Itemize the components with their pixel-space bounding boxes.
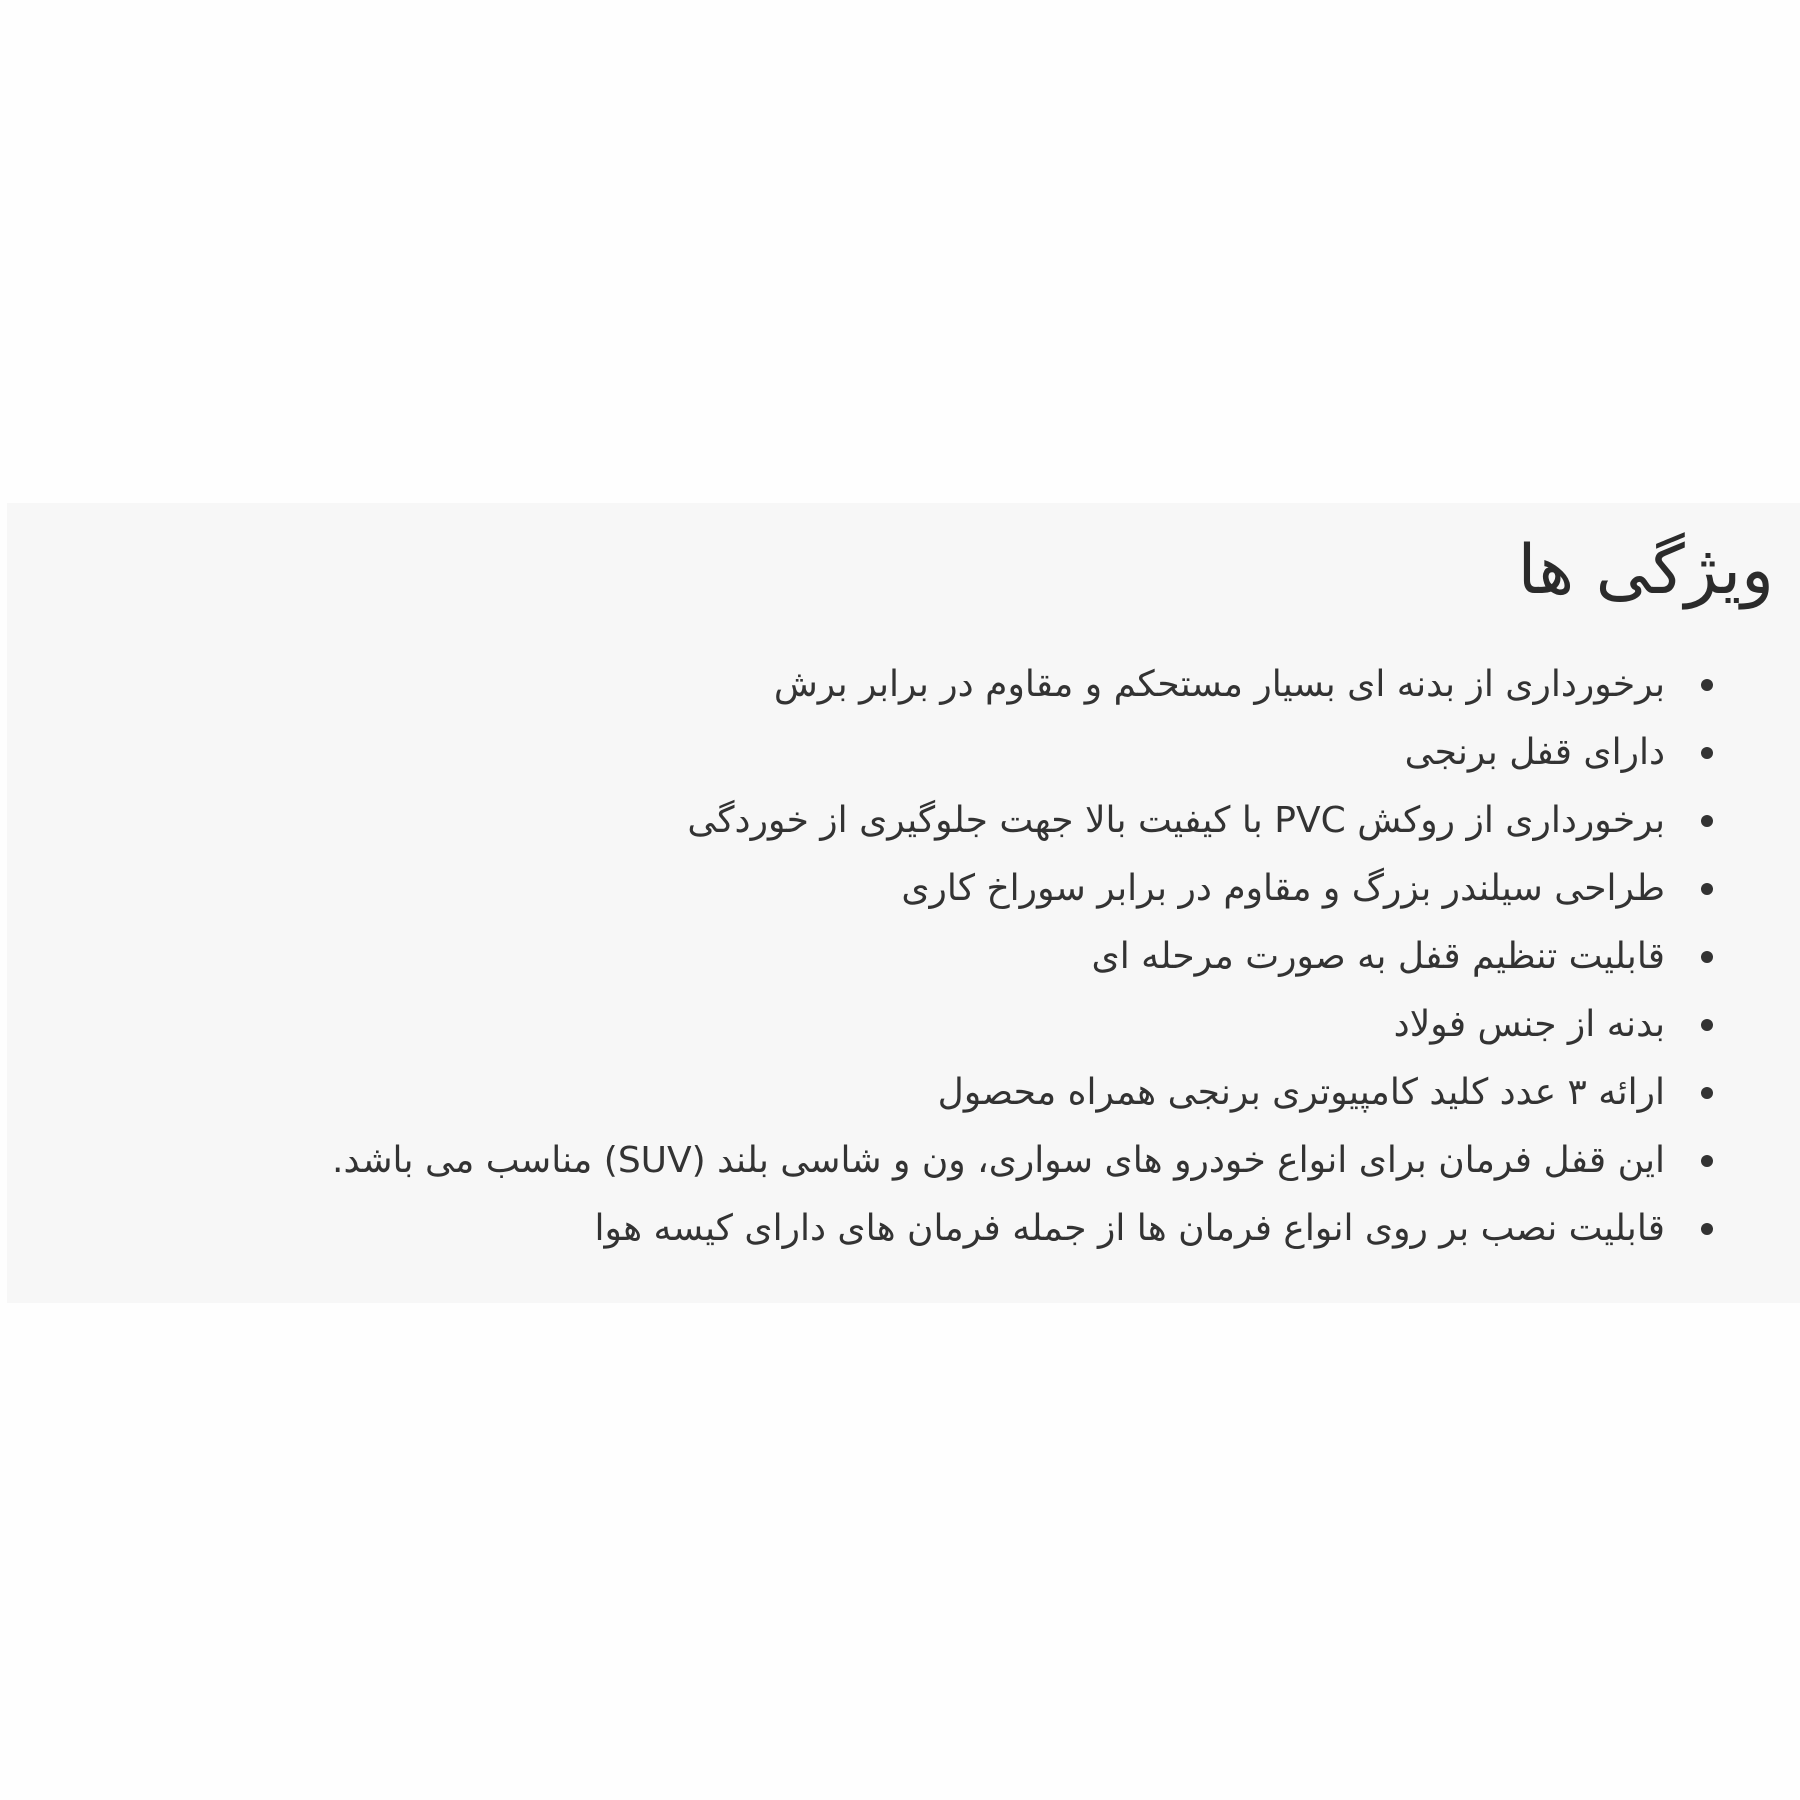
bullet-icon [1701,815,1713,827]
feature-item [7,719,1800,787]
feature-item [7,991,1800,1059]
feature-text: این قفل فرمان برای انواع خودرو های سواری، ون و شاسی بلند (SUV) مناسب می باشد. [332,1140,1665,1181]
features-list [7,651,1800,1263]
feature-item [7,1127,1800,1195]
bullet-icon [1701,951,1713,963]
feature-item [7,787,1800,855]
feature-item [7,855,1800,923]
feature-text: برخورداری از بدنه ای بسیار مستحکم و مقاوم در برابر برش [773,664,1665,705]
feature-text: طراحی سیلندر بزرگ و مقاوم در برابر سوراخ کاری [901,868,1665,909]
feature-text: دارای قفل برنجی [1404,732,1665,773]
bullet-icon [1701,1019,1713,1031]
bullet-icon [1701,1087,1713,1099]
feature-text: ارائه ۳ عدد کلید کامپیوتری برنجی همراه محصول [937,1072,1665,1113]
features-title: ویژگی ها [1517,531,1774,610]
feature-text: قابلیت نصب بر روی انواع فرمان ها از جمله فرمان های دارای کیسه هوا [594,1208,1665,1249]
feature-item [7,923,1800,991]
bullet-icon [1701,883,1713,895]
features-panel [7,503,1800,1303]
feature-item [7,651,1800,719]
bullet-icon [1701,1155,1713,1167]
feature-item [7,1059,1800,1127]
feature-text: بدنه از جنس فولاد [1393,1004,1665,1045]
bullet-icon [1701,679,1713,691]
feature-text: قابلیت تنظیم قفل به صورت مرحله ای [1091,936,1665,977]
feature-item [7,1195,1800,1263]
bullet-icon [1701,1223,1713,1235]
feature-text: برخورداری از روکش PVC با کیفیت بالا جهت جلوگیری از خوردگی [687,800,1665,841]
bullet-icon [1701,747,1713,759]
